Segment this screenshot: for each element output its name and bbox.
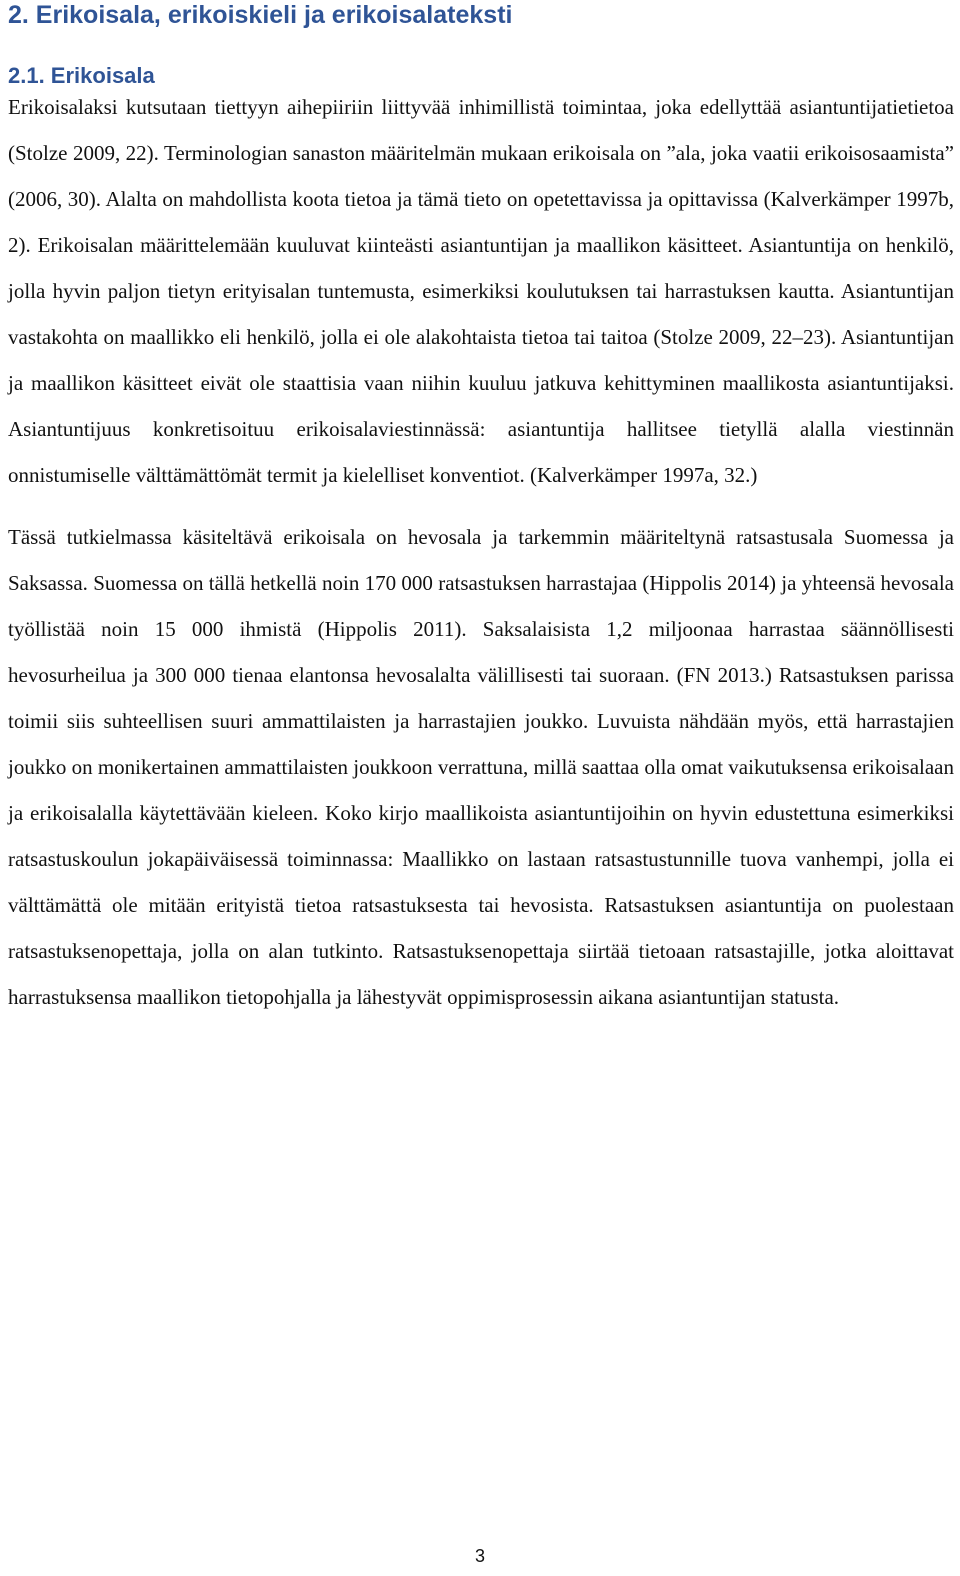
chapter-heading: 2. Erikoisala, erikoiskieli ja erikoisalateksti [8, 1, 513, 29]
body-paragraph-2: Tässä tutkielmassa käsiteltävä erikoisala on hevosala ja tarkemmin määriteltynä ratsastusala Suomessa ja Saksassa. Suomessa on tällä hetkellä noin 170 000 ratsastuksen harrastajaa (Hippolis 2014) ja yhteensä hevosala työllistää noin 15 000 ihmistä (Hippolis 2011). Saksalaisista 1,2 miljoonaa harrastaa säännöllisesti hevosurheilua ja 300 000 tienaa elantonsa hevosalalta välillisesti tai suoraan. (FN 2013.) Ratsastuksen parissa toimii siis suhteellisen suuri ammattilaisten ja harrastajien joukko. Luvuista nähdään myös, että harrastajien joukko on monikertainen ammattilaisten joukkoon verrattuna, millä saattaa olla omat vaikutuksensa erikoisalaan ja erikoisalalla käytettävään kieleen. Koko kirjo maallikoista asiantuntijoihin on hyvin edustettuna esimerkiksi ratsastuskoulun jokapäiväisessä toiminnassa: Maallikko on lastaan ratsastustunnille tuova vanhempi, jolla ei välttämättä ole mitään erityistä tietoa ratsastuksesta tai hevosista. Ratsastuksen asiantuntija on puolestaan ratsastuksenopettaja, jolla on alan tutkinto. Ratsastuksenopettaja siirtää tietoaan ratsastajille, jotka aloittavat harrastuksensa maallikon tietopohjalla ja lähestyvät oppimisprosessin aikana asiantuntijan statusta. [8, 525, 954, 1009]
section-heading: 2.1. Erikoisala [8, 63, 155, 88]
page-number: 3 [474, 1546, 485, 1566]
body-paragraph-1: Erikoisalaksi kutsutaan tiettyyn aihepiiriin liittyvää inhimillistä toimintaa, joka edellyttää asiantuntijatietietoa (Stolze 2009, 22). Terminologian sanaston määritelmän mukaan erikoisala on ”ala, joka vaatii erikoisosaamista” (2006, 30). Alalta on mahdollista koota tietoa ja tämä tieto on opetettavissa ja opittavissa (Kalverkämper 1997b, 2). Erikoisalan määrittelemään kuuluvat kiinteästi asiantuntijan ja maallikon käsitteet. Asiantuntija on henkilö, jolla hyvin paljon tietyn erityisalan tuntemusta, esimerkiksi koulutuksen tai harrastuksen kautta. Asiantuntijan vastakohta on maallikko eli henkilö, jolla ei ole alakohtaista tietoa tai taitoa (Stolze 2009, 22–23). Asiantuntijan ja maallikon käsitteet eivät ole staattisia vaan niihin kuuluu jatkuva kehittyminen maallikosta asiantuntijaksi. Asiantuntijuus konkretisoituu erikoisalaviestinnässä: asiantuntija hallitsee tietyllä alalla viestinnän onnistumiselle välttämättömät termit ja kielelliset konventiot. (Kalverkämper 1997a, 32.) [8, 95, 954, 487]
document-page [8, 0, 954, 1020]
